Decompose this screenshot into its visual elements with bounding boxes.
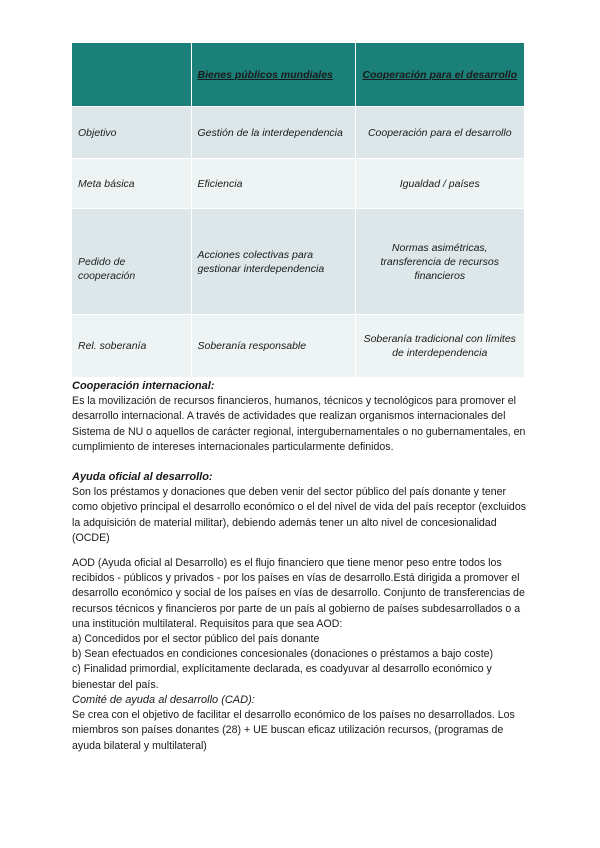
header-cell-cooperacion: Cooperación para el desarrollo [355,43,524,107]
section-title: Cooperación internacional: [72,380,215,392]
header-cell-empty [72,43,191,107]
section-title: Comité de ayuda al desarrollo (CAD): [72,694,255,706]
table-row [72,209,524,315]
table-row [72,315,524,378]
section-cooperacion [72,379,532,455]
table-cell: Soberanía tradicional con límites de interdependencia [355,315,524,378]
row-label: Rel. soberanía [72,315,191,378]
section-body: Se crea con el objetivo de facilitar el desarrollo económico de los países no desarrollados. Los miembros son países donantes (28) + UE buscan eficaz utilización recursos, (programas de ayuda bilateral y multilateral) [72,709,515,752]
table-cell: Acciones colectivas para gestionar interdependencia [191,209,355,315]
section-body: AOD (Ayuda oficial al Desarrollo) es el flujo financiero que tiene menor peso entre todos los recibidos - públicos y privados - por los países en vías de desarrollo.Está dirigida a promover el desarrollo económico y social de los países en vías de desarrollo. Conjunto de transferencias de recursos técnicos y financieros por parte de un país al gobierno de países subdesarrollados o a una institución multilateral. Requisitos para que sea AOD: [72,557,525,630]
section-cad [72,693,532,754]
section-body: Es la movilización de recursos financieros, humanos, técnicos y tecnológicos para promover el desarrollo internacional. A través de actividades que realizan organismos internacionales del Sistema de NU o aquellos de carácter regional, intergubernamentales o no gubernamentales, en cumplimiento de intereses internacionales particularmente definidos. [72,395,526,453]
section-aod-detail [72,556,532,693]
list-item: c) Finalidad primordial, explícitamente declarada, es coadyuvar al desarrollo económico y bienestar del país. [72,663,492,691]
table-cell: Cooperación para el desarrollo [355,107,524,159]
table-cell: Normas asimétricas, transferencia de recursos financieros [355,209,524,315]
row-label: Objetivo [72,107,191,159]
row-label: Pedido de cooperación [72,209,191,315]
table-cell: Gestión de la interdependencia [191,107,355,159]
section-title: Ayuda oficial al desarrollo: [72,471,213,483]
list-item: b) Sean efectuados en condiciones concesionales (donaciones o préstamos a bajo coste) [72,648,494,661]
row-label: Meta básica [72,159,191,209]
table-header-row [72,43,524,107]
section-body: Son los préstamos y donaciones que deben venir del sector público del país donante y tener como objetivo principal el desarrollo económico o el del nivel de vida del país receptor (excluidos la adquisición de material militar), debiendo además tener un alto nivel de concesionalidad (OCDE) [72,486,527,544]
table-row [72,159,524,209]
table-cell: Igualdad / países [355,159,524,209]
table-cell: Soberanía responsable [191,315,355,378]
header-cell-bienes: Bienes públicos mundiales [191,43,355,107]
table-cell: Eficiencia [191,159,355,209]
table-row [72,107,524,159]
section-aod [72,470,532,546]
comparison-table [72,43,524,378]
list-item: a) Concedidos por el sector público del país donante [72,633,320,646]
